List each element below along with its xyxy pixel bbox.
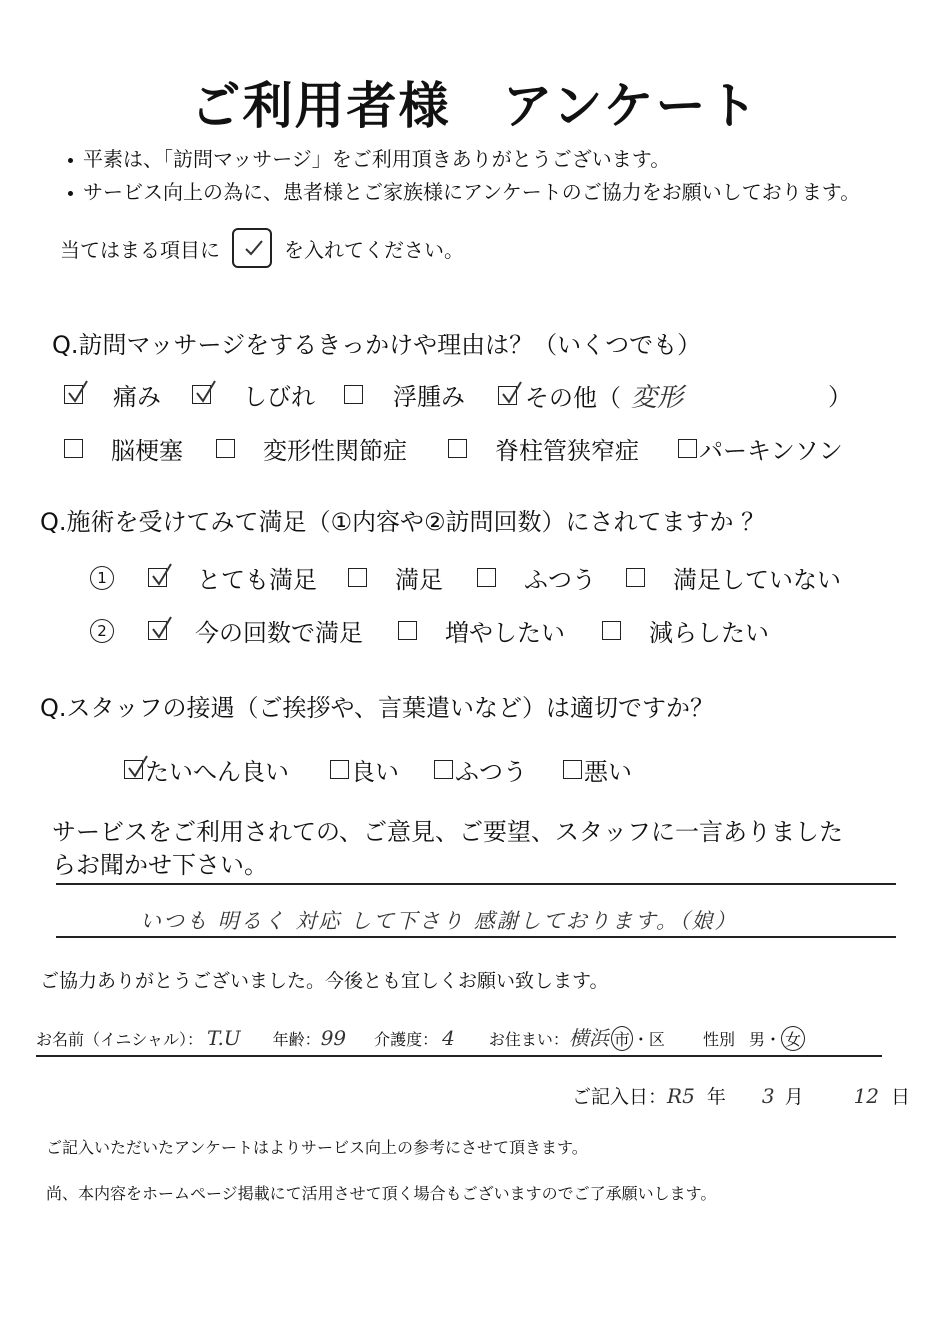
option-label: ふつう	[524, 566, 596, 594]
q2-row2-decrease[interactable]	[602, 613, 769, 648]
checkbox[interactable]	[434, 760, 453, 779]
q1-option-stenosis[interactable]	[448, 431, 639, 466]
day-unit: 日	[891, 1086, 911, 1108]
date-label: ご記入日：	[572, 1086, 668, 1108]
comments-prompt-line2: らお聞かせ下さい。	[52, 851, 268, 879]
address-suffix: ・区	[632, 1030, 665, 1049]
comments-prompt-line1: サービスをご利用されての、ご意見、ご要望、スタッフに一言ありました	[52, 818, 844, 846]
info-row	[36, 1022, 805, 1051]
age-value: 99	[320, 1026, 347, 1050]
gender-label: 性別	[702, 1030, 735, 1049]
option-label: しびれ	[243, 383, 315, 411]
instruction-before: 当てはまる項目に	[60, 237, 220, 262]
q1-option-swelling[interactable]	[344, 377, 465, 412]
option-label: 今の回数で満足	[195, 619, 363, 647]
checkbox[interactable]	[64, 439, 83, 458]
comments-answer: いつも 明るく 対応 して下さり 感謝しております。（娘）	[140, 909, 738, 933]
q2-row1-unsatisfied[interactable]	[626, 560, 841, 595]
row-number: 1	[90, 566, 114, 590]
instruction-after: を入れてください。	[284, 237, 464, 262]
checkbox[interactable]	[192, 385, 211, 404]
gender-male: 男・	[748, 1030, 781, 1049]
checkbox[interactable]	[678, 439, 697, 458]
option-label: 痛み	[113, 383, 161, 411]
q2-row1-satisfied[interactable]	[348, 560, 443, 595]
address-city-mark: 市	[611, 1026, 633, 1051]
q1-option-pain[interactable]	[64, 377, 161, 412]
option-label: 浮腫み	[393, 383, 465, 411]
thanks-text: ご協力ありがとうございました。今後とも宜しくお願い致します。	[40, 970, 609, 992]
check-icon	[151, 615, 173, 641]
check-icon	[501, 380, 523, 406]
checkbox[interactable]	[330, 760, 349, 779]
option-label: 脊柱管狭窄症	[495, 437, 639, 465]
checkbox[interactable]	[602, 621, 621, 640]
intro-text-1: 平素は、「訪問マッサージ」をご利用頂きありがとうございます。	[83, 147, 671, 171]
name-value: T.U	[207, 1026, 241, 1050]
name-label: お名前（イニシャル）：	[36, 1030, 204, 1049]
bullet-dot	[68, 158, 73, 163]
intro-bullet-2	[68, 176, 860, 205]
check-icon	[151, 562, 173, 588]
year-unit: 年	[706, 1086, 726, 1108]
checkbox[interactable]	[626, 568, 645, 587]
q3-option-bad[interactable]	[563, 752, 632, 787]
date-row	[572, 1082, 910, 1109]
q2-question: Q.施術を受けてみて満足（①内容や②訪問回数）にされてますか ？	[40, 508, 766, 536]
age-label: 年齢：	[272, 1030, 321, 1049]
option-label: 満足していない	[673, 566, 841, 594]
date-era: R5	[667, 1084, 695, 1108]
checkbox[interactable]	[148, 621, 167, 640]
option-label: 悪い	[584, 758, 632, 786]
option-label: ふつう	[455, 758, 527, 786]
intro-text-2: サービス向上の為に、患者様とご家族様にアンケートのご協力をお願いしております。	[83, 180, 861, 204]
footer-note-1: ご記入いただいたアンケートはよりサービス向上の参考にさせて頂きます。	[46, 1138, 588, 1157]
q1-option-parkinson[interactable]	[678, 431, 843, 466]
gender-female-circled: 女	[781, 1026, 805, 1051]
address-value: 横浜	[568, 1026, 609, 1050]
option-label: 減らしたい	[649, 619, 769, 647]
check-icon	[195, 379, 217, 405]
option-label: たいへん良い	[145, 758, 289, 786]
option-label: とても満足	[197, 566, 317, 594]
checkbox[interactable]	[344, 385, 363, 404]
checkbox[interactable]	[216, 439, 235, 458]
checkbox[interactable]	[348, 568, 367, 587]
example-checkbox	[232, 228, 272, 268]
checkbox[interactable]	[498, 386, 517, 405]
divider	[36, 1055, 882, 1057]
divider	[56, 936, 896, 938]
q1-other-close: ）	[828, 383, 852, 411]
option-label: 増やしたい	[445, 619, 565, 647]
q3-question: Q.スタッフの接遇（ご挨拶や、言葉遣いなど）は適切ですか？	[40, 694, 715, 722]
q2-row2-increase[interactable]	[398, 613, 565, 648]
checkbox[interactable]	[563, 760, 582, 779]
check-icon	[244, 238, 264, 258]
q3-option-normal[interactable]	[434, 752, 527, 787]
q3-option-good[interactable]	[330, 752, 399, 787]
bullet-dot	[68, 191, 73, 196]
checkbox[interactable]	[124, 760, 143, 779]
address-label: お住まい：	[488, 1030, 569, 1049]
check-icon	[127, 754, 149, 780]
divider	[56, 883, 896, 885]
care-label: 介護度：	[374, 1030, 439, 1049]
q2-row-2	[90, 613, 363, 648]
date-month: 3	[761, 1084, 775, 1108]
checkbox[interactable]	[148, 568, 167, 587]
check-icon	[67, 379, 89, 405]
care-value: 4	[442, 1026, 455, 1050]
option-label: パーキンソン	[699, 437, 843, 465]
month-unit: 月	[784, 1086, 804, 1108]
other-handwritten: 変形	[631, 383, 684, 413]
q1-option-other[interactable]	[498, 377, 683, 414]
intro-bullet-1	[68, 143, 670, 172]
option-label: その他（	[525, 384, 621, 412]
option-label: 変形性関節症	[263, 437, 407, 465]
q1-question: Q.訪問マッサージをするきっかけや理由は？（いくつでも）	[52, 331, 702, 359]
date-day: 12	[853, 1084, 880, 1108]
q2-row-1	[90, 560, 317, 595]
row-number: 2	[90, 619, 114, 643]
footer-note-2: 尚、本内容をホームページ掲載にて活用させて頂く場合もございますのでご了承願いします。	[46, 1184, 717, 1203]
option-label: 脳梗塞	[111, 437, 183, 465]
checkbox[interactable]	[64, 385, 83, 404]
q2-row1-normal[interactable]	[477, 560, 596, 595]
instruction	[60, 228, 464, 268]
option-label: 満足	[395, 566, 443, 594]
page-title: ご利用者様 アンケート	[190, 77, 760, 135]
q1-option-arthrosis[interactable]	[216, 431, 407, 466]
checkbox[interactable]	[398, 621, 417, 640]
q1-option-stroke[interactable]	[64, 431, 183, 466]
checkbox[interactable]	[448, 439, 467, 458]
checkbox[interactable]	[477, 568, 496, 587]
q3-option-very-good[interactable]	[124, 752, 289, 787]
q1-option-numbness[interactable]	[192, 377, 315, 412]
option-label: 良い	[351, 758, 399, 786]
